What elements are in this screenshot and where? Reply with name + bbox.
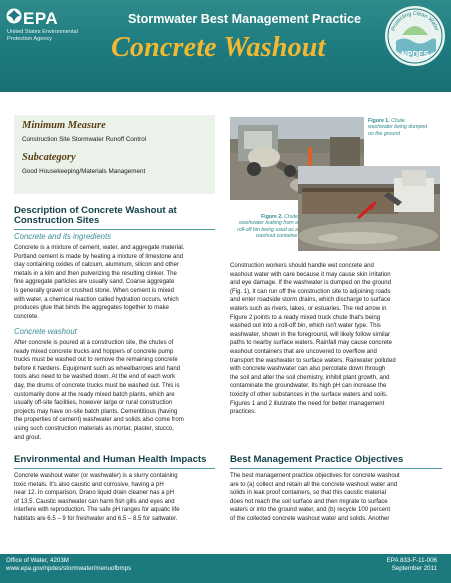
text-line: Concrete is a mixture of cement, water, and aggregate material. [14,245,185,251]
env-paragraph [14,472,226,524]
bmp-heading: Best Management Practice Objectives [230,454,404,465]
text-line: ready mixed concrete trucks and hoppers of concrete pump [14,348,174,355]
washout-subheading: Concrete washout [14,327,77,336]
text-line: toxic metals. It's also caustic and corrosive, having a pH [14,481,164,488]
text-line: waters such as rivers, lakes, or estuaries. The red arrow in [230,305,387,312]
text-line: of 13.5. Caustic washwater can harm fish gills and eyes and [14,498,175,505]
page-header [0,0,451,92]
subcategory-box [14,160,215,194]
text-line: Figures 1 and 2 illustrate the need for better management [230,400,385,407]
text-line: Construction workers should handle wet concrete and [230,263,374,269]
figure-2-label: Figure 2. [261,214,283,220]
text-line: transport the washwater to surface waters. Rainwater polluted [230,357,396,364]
section-rule [230,468,442,469]
caption-line: Chute [391,118,405,124]
caption-line: roll-off bin being used as a [237,226,298,233]
text-line: interfere with reproduction. The safe pH ranges for aquatic life [14,507,180,514]
text-line: (Fig. 1), it can run off the construction site to adjoining roads [230,288,391,295]
minimum-measure-heading: Minimum Measure [22,120,106,131]
text-line: are to (a) collect and retain all the concrete washout water and [230,481,398,488]
text-line: using such construction materials as mortar, plaster, stucco, [14,425,174,432]
epa-wordmark: EPA [23,9,59,28]
right-body-paragraph [230,262,446,417]
text-line: the properties of cement) washwater and solids also come from [14,417,184,424]
description-heading-line2: Construction Sites [14,215,100,227]
text-line: and enter roadside storm drains, which discharge to surface [230,297,391,304]
text-line: paths to nearby surface waters. Rainfall may cause concrete [230,340,393,347]
text-line: washout water with care because it may cause skin irritation [230,271,391,278]
seal-motto: Protecting Clean Water [390,10,440,32]
footer-left [6,557,131,573]
bmp-paragraph [230,472,446,524]
seal-label: NPDES [401,50,429,59]
figure-1-label: Figure 1. [368,118,390,124]
text-line: habitats are 6.5 – 9 for freshwater and 6.5 – 8.5 for saltwater. [14,515,178,522]
minimum-measure-text: Construction Site Stormwater Runoff Control [22,136,147,143]
text-line: toxicity of other substances in the surface waters and soils. [230,391,388,398]
text-line: Portland cement is made by heating a mixture of limestone and [14,253,184,260]
page-title: Concrete Washout [111,32,326,63]
text-line: The best management practice objectives for concrete washout [230,473,400,479]
ingredients-subheading: Concrete and its ingredients [14,232,112,241]
text-line: the soil and alter the soil chemistry, inhibit plant growth, and [230,374,390,381]
header-subtitle: Stormwater Best Management Practice [128,12,362,26]
text-line: of the collected concrete washout water and solids. Another [230,515,390,522]
text-line: day, the drums of concrete trucks must be washed out. This is [14,382,180,389]
npdes-seal [384,5,446,67]
text-line: waters or into the ground water, and (b) recycle 100 percent [230,507,390,514]
text-line: washout containers that are uncovered to overflow and [230,348,377,355]
text-line: customarily done at the ready mixed batch plants, which are [14,391,175,398]
description-heading [14,206,224,227]
text-line: trucks must be washed out to remove the remaining concrete [14,357,178,364]
text-line: projects may have on-site batch plants. Cementitious (having [14,408,178,415]
subcategory-heading: Subcategory [22,152,76,163]
text-line: contaminate the groundwater. Its high pH can increase the [230,383,387,390]
ingredients-paragraph [14,244,226,321]
text-line: tools also need to be washed down. At the end of each work [14,374,176,381]
epa-flower-icon [6,8,22,24]
text-line: produces glue that binds the aggregates together to make [14,305,169,312]
caption-line: Chute [284,214,298,220]
figure-1-caption [368,118,448,137]
text-line: metals in a kiln and then pulverizing the resulting clinker. The [14,270,177,277]
text-line: washwater, shown in the foreground, will likely follow similar [230,331,390,338]
text-line: practices. [230,409,256,416]
text-line: with concrete washwater can also percolate down through [230,366,386,373]
washout-paragraph [14,339,226,442]
subcategory-text: Good Housekeeping/Materials Management [22,168,146,175]
section-rule [14,229,215,230]
text-line: solids in leak proof containers, so that this caustic material [230,490,386,497]
footer-url[interactable]: www.epa.gov/npdes/stormwater/menuofbmps [6,565,132,572]
document-number: EPA 833-F-11-006 [386,557,437,564]
text-line: and grout. [14,434,42,441]
text-line: After concrete is poured at a construction site, the chutes of [14,340,174,346]
text-line: fine aggregate particles are usually sand. Coarse aggregate [14,279,175,286]
caption-line: washwater leaking from a [239,220,298,227]
text-line: washed out into a roll-off bin, which isn't water type. This [230,323,381,330]
section-rule [14,468,215,469]
footer-right [387,557,437,573]
agency-name: United States Environmental Protection Agency [7,29,78,42]
text-line: clay containing oxides of calcium, aluminum, silicon and other [14,262,180,269]
epa-logo [6,8,94,68]
caption-line: on the ground [368,130,401,137]
text-line: is generally gravel or crushed stone. When cement is mixed [14,287,174,294]
text-line: does not reach the soil surface and then migrate to surface [230,498,388,505]
description-heading-line1: Description of Concrete Washout at [14,205,177,216]
caption-line: washwater being dumped [368,124,428,131]
env-heading: Environmental and Human Health Impacts [14,454,207,465]
text-line: and eye damage. If the washwater is dumped on the ground [230,280,392,287]
text-line: Figure 2 points to a ready mixed truck chute that's being [230,314,381,321]
figure-2-caption [230,214,298,240]
text-line: Concrete washout water (or washwater) is a slurry containing [14,473,178,479]
caption-line: washout container [255,233,298,240]
text-line: with water, a chemical reaction called hydration occurs, which [14,296,179,303]
text-line: before it hardens. Equipment such as wheelbarrows and hand [14,365,181,372]
figure-2-photo [298,166,440,251]
office-name: Office of Water, 4203M [6,557,69,564]
text-line: concrete. [14,313,39,320]
publication-date: September 2011 [391,565,437,572]
text-line: usually off-site facilities, however large or rural construction [14,400,173,407]
text-line: near 12. In comparison, Drano liquid drain cleaner has a pH [14,490,174,497]
